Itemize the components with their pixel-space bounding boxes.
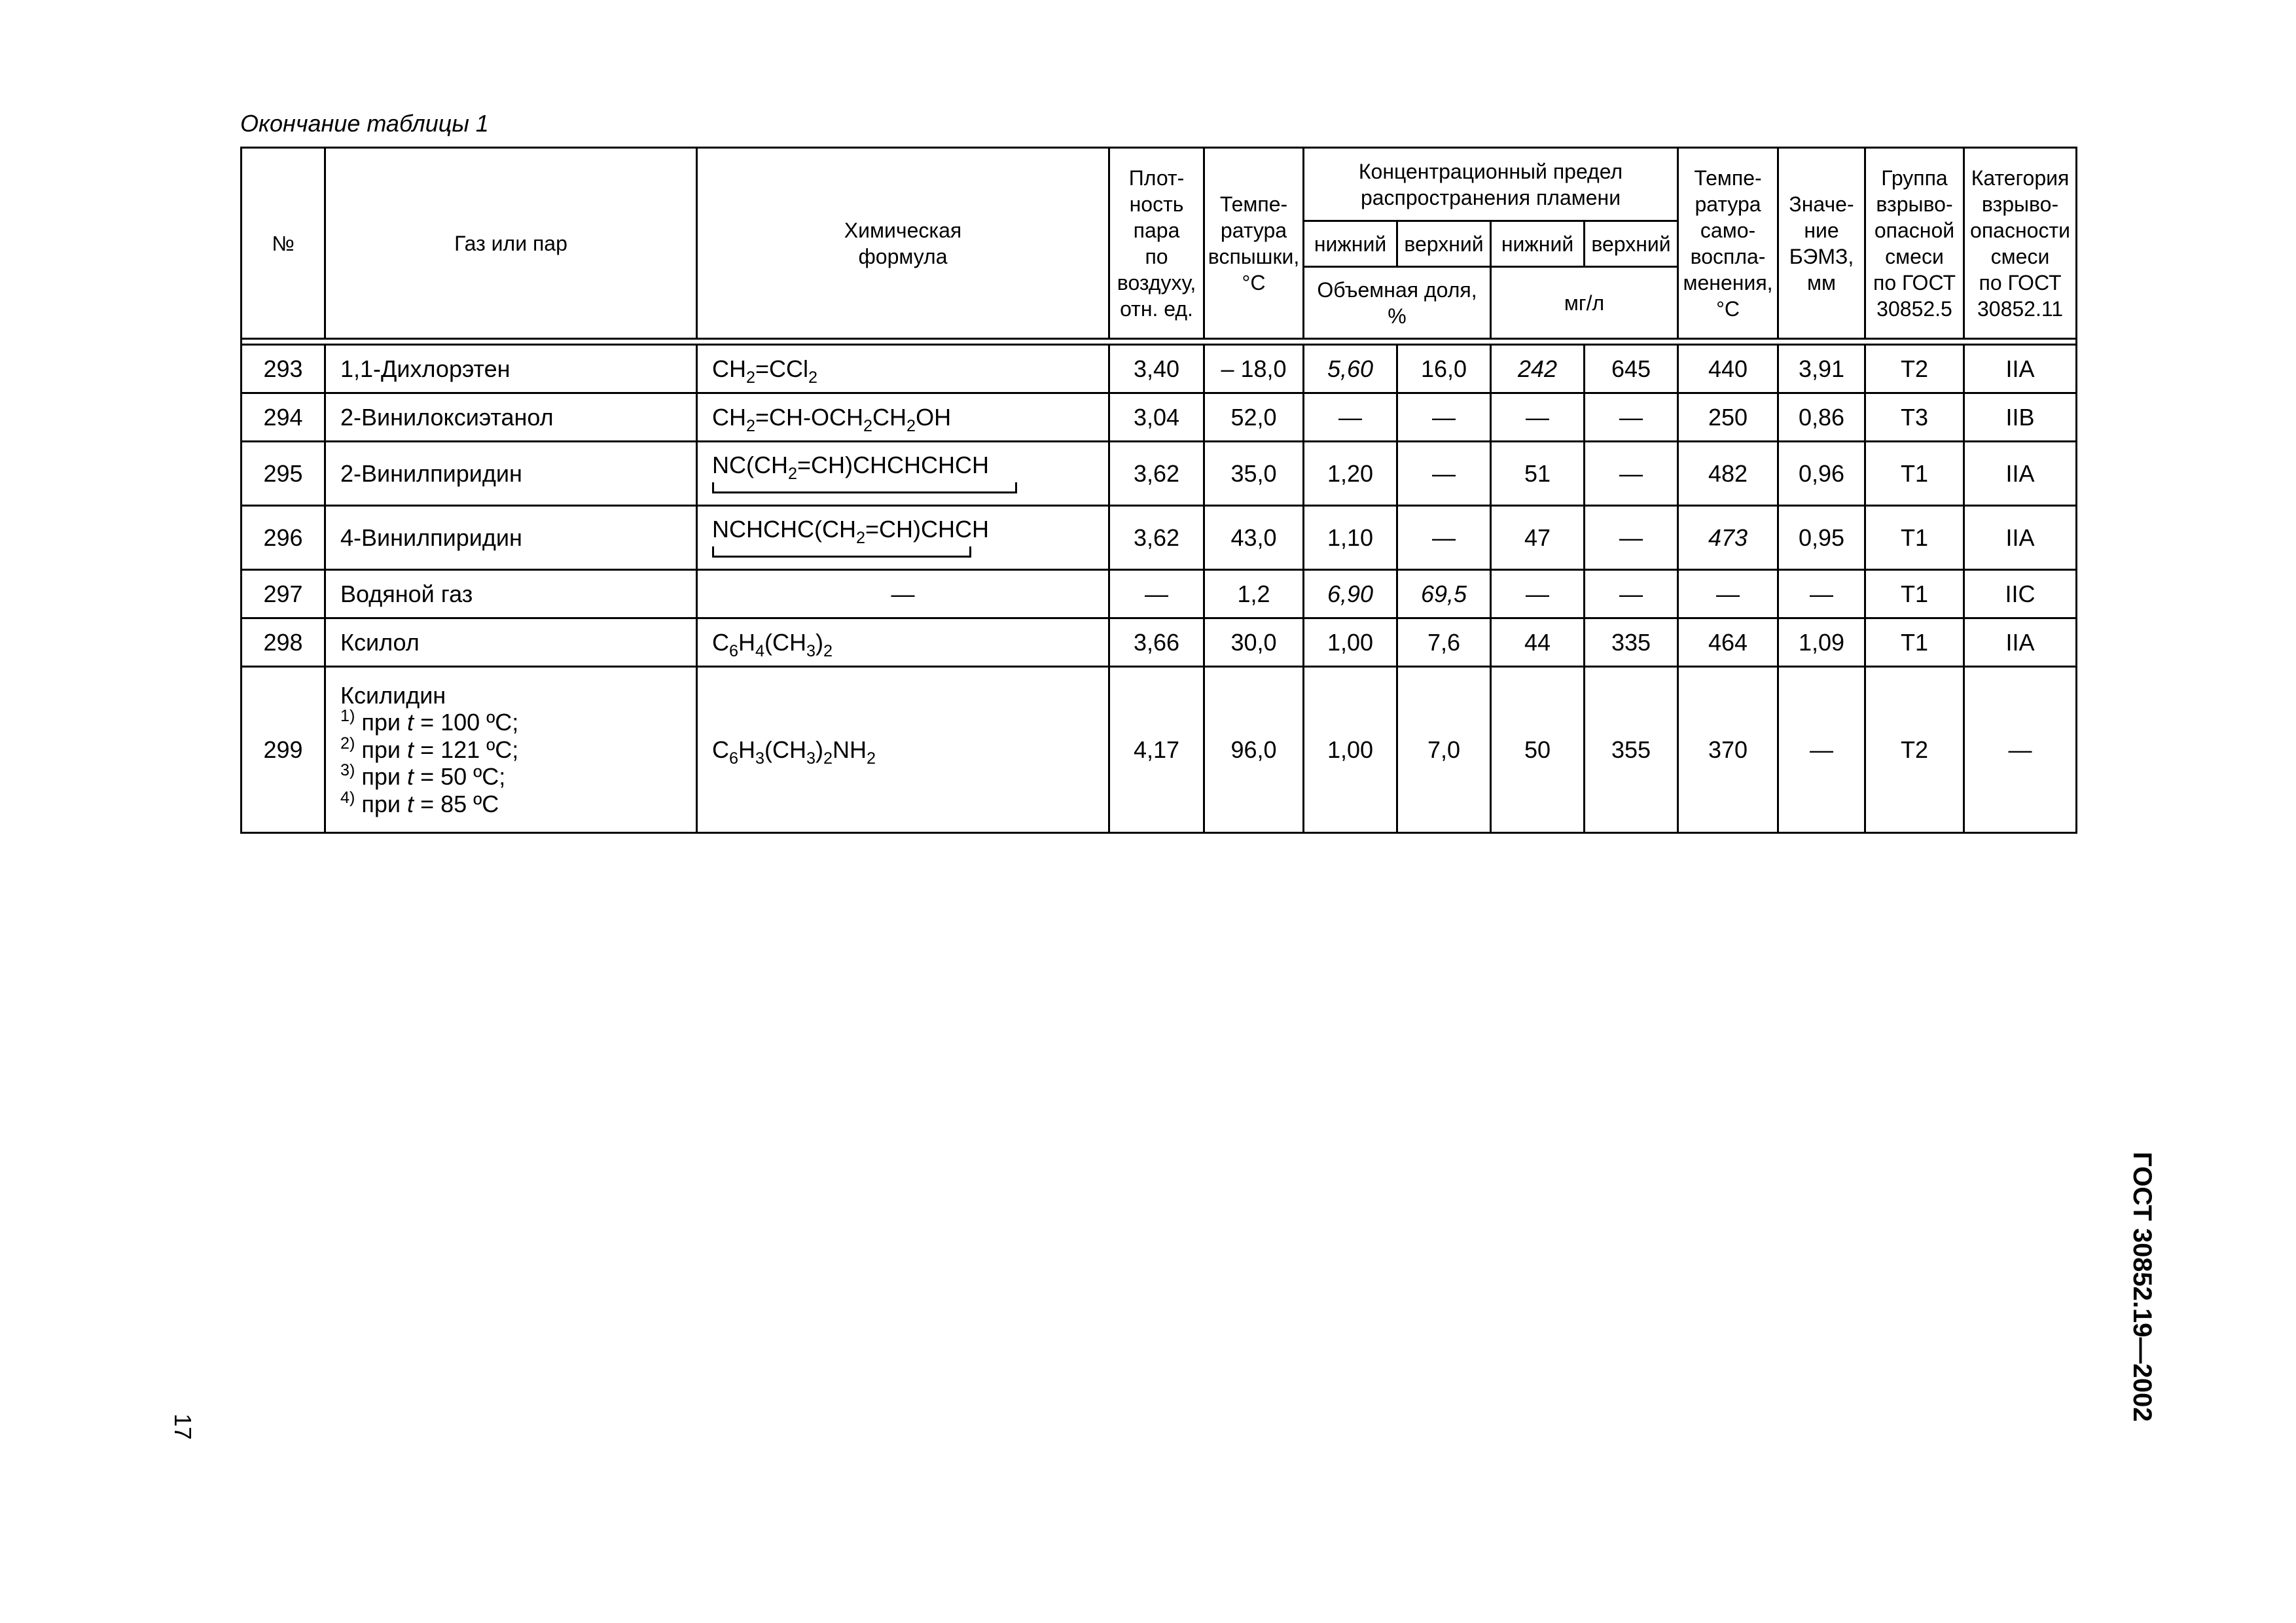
cell-formula <box>697 442 1109 506</box>
cell-density: — <box>1109 570 1204 618</box>
cell-category: — <box>1964 667 2077 833</box>
cell-group: Т3 <box>1865 393 1964 442</box>
cell-name: Водяной газ <box>325 570 697 618</box>
cell-formula <box>697 618 1109 667</box>
cell-autoign: 473 <box>1678 506 1778 570</box>
header-num: № <box>242 148 325 339</box>
cell-name: 2-Винилоксиэтанол <box>325 393 697 442</box>
cell-flash: 30,0 <box>1204 618 1304 667</box>
formula: $C_6H_4(CH_3)_2$ <box>712 628 833 660</box>
cell-bemz: 0,96 <box>1778 442 1865 506</box>
cell-mg-up: 355 <box>1585 667 1678 833</box>
formula: $C_6H_3(CH_3)_2NH_2$ <box>712 736 876 768</box>
cell-formula <box>697 506 1109 570</box>
header-bemz: Значе- ние БЭМЗ, мм <box>1778 148 1865 339</box>
cell-vol-low: — <box>1304 393 1397 442</box>
cell-flash: 96,0 <box>1204 667 1304 833</box>
cell-mg-low: 242 <box>1491 345 1585 393</box>
ring-bracket-icon <box>712 546 971 558</box>
header-lower-vol: нижний <box>1304 221 1397 267</box>
cell-vol-low: 1,00 <box>1304 667 1397 833</box>
table-row <box>242 345 2077 393</box>
table-row <box>242 506 2077 570</box>
cell-bemz: 0,95 <box>1778 506 1865 570</box>
cell-name: 4-Винилпиридин <box>325 506 697 570</box>
cell-autoign: 464 <box>1678 618 1778 667</box>
cell-mg-up: — <box>1585 506 1678 570</box>
header-volume-fraction: Объемная доля, % <box>1304 267 1491 339</box>
cell-formula <box>697 393 1109 442</box>
cell-bemz: — <box>1778 667 1865 833</box>
header-group: Группа взрыво- опасной смеси по ГОСТ 30852.5 <box>1865 148 1964 339</box>
cell-formula <box>697 667 1109 833</box>
header-gas: Газ или пар <box>325 148 697 339</box>
header-conc-limit: Концентрационный предел распространения пламени <box>1304 148 1678 221</box>
page-number: 17 <box>170 1414 196 1440</box>
standard-designation: ГОСТ 30852.19—2002 <box>2128 1152 2157 1422</box>
cell-density: 3,04 <box>1109 393 1204 442</box>
cell-flash: 43,0 <box>1204 506 1304 570</box>
cell-name: Ксилол <box>325 618 697 667</box>
cell-group: Т1 <box>1865 618 1964 667</box>
cell-num: 297 <box>242 570 325 618</box>
cell-num: 295 <box>242 442 325 506</box>
cell-num: 294 <box>242 393 325 442</box>
cell-group: Т2 <box>1865 667 1964 833</box>
cell-autoign: — <box>1678 570 1778 618</box>
cell-mg-low: 51 <box>1491 442 1585 506</box>
condition-note: $^{1)}$ при t = 100 ºС; <box>340 707 519 736</box>
cell-formula: — <box>697 570 1109 618</box>
cell-density: 3,66 <box>1109 618 1204 667</box>
condition-note: $^{4)}$ при t = 85 ºС <box>340 788 499 817</box>
cell-mg-low: — <box>1491 393 1585 442</box>
cell-name: 2-Винилпиридин <box>325 442 697 506</box>
header-category: Категория взрыво- опасности смеси по ГОСТ 30852.11 <box>1964 148 2077 339</box>
header-flash: Темпе- ратура вспышки, °С <box>1204 148 1304 339</box>
cell-category: IIA <box>1964 442 2077 506</box>
cell-name: 1,1-Дихлорэтен <box>325 345 697 393</box>
cell-vol-up: — <box>1397 393 1491 442</box>
header-upper-mg: верхний <box>1585 221 1678 267</box>
cell-vol-low: 6,90 <box>1304 570 1397 618</box>
header-lower-mg: нижний <box>1491 221 1585 267</box>
header-autoignition: Темпе- ратура само- воспла- менения, °С <box>1678 148 1778 339</box>
condition-note: $^{3)}$ при t = 50 ºС; <box>340 761 506 791</box>
table-row <box>242 393 2077 442</box>
cell-vol-up: 69,5 <box>1397 570 1491 618</box>
data-table <box>240 147 2077 834</box>
cell-mg-up: — <box>1585 570 1678 618</box>
table-row <box>242 618 2077 667</box>
cell-category: IIA <box>1964 506 2077 570</box>
cell-mg-low: 50 <box>1491 667 1585 833</box>
cell-num: 293 <box>242 345 325 393</box>
cell-mg-low: 47 <box>1491 506 1585 570</box>
cell-vol-up: 7,6 <box>1397 618 1491 667</box>
cell-group: Т1 <box>1865 506 1964 570</box>
cell-group: Т1 <box>1865 442 1964 506</box>
cell-density: 3,40 <box>1109 345 1204 393</box>
cell-category: IIA <box>1964 618 2077 667</box>
cell-mg-up: 335 <box>1585 618 1678 667</box>
cell-autoign: 370 <box>1678 667 1778 833</box>
formula: $CH_2=CCl_2$ <box>712 355 818 387</box>
formula: $CH_2=CH-OCH_2CH_2OH$ <box>712 403 952 435</box>
header-formula: Химическая формула <box>697 148 1109 339</box>
cell-formula <box>697 345 1109 393</box>
cell-vol-low: 1,10 <box>1304 506 1397 570</box>
cell-flash: 35,0 <box>1204 442 1304 506</box>
cell-group: Т1 <box>1865 570 1964 618</box>
cell-vol-low: 1,00 <box>1304 618 1397 667</box>
cell-group: Т2 <box>1865 345 1964 393</box>
cell-vol-up: 7,0 <box>1397 667 1491 833</box>
table-row <box>242 442 2077 506</box>
cell-category: IIC <box>1964 570 2077 618</box>
table-row <box>242 667 2077 833</box>
header-mg-per-l: мг/л <box>1491 267 1678 339</box>
cell-category: IIA <box>1964 345 2077 393</box>
cell-density: 4,17 <box>1109 667 1204 833</box>
table-caption: Окончание таблицы 1 <box>240 110 489 137</box>
gas-name: Ксилидин <box>340 682 446 709</box>
header-upper-vol: верхний <box>1397 221 1491 267</box>
cell-density: 3,62 <box>1109 442 1204 506</box>
cell-autoign: 482 <box>1678 442 1778 506</box>
formula: $NCHCHC(CH_2=CH)CHCH$ <box>712 516 989 547</box>
table-row <box>242 570 2077 618</box>
formula: $NC(CH_2=CH)CHCHCHCH$ <box>712 452 989 483</box>
cell-vol-up: — <box>1397 442 1491 506</box>
header-density: Плот- ность пара по воздуху, отн. ед. <box>1109 148 1204 339</box>
condition-note: $^{2)}$ при t = 121 ºС; <box>340 734 519 763</box>
cell-mg-up: — <box>1585 393 1678 442</box>
cell-autoign: 440 <box>1678 345 1778 393</box>
cell-category: IIB <box>1964 393 2077 442</box>
cell-num: 298 <box>242 618 325 667</box>
cell-vol-low: 5,60 <box>1304 345 1397 393</box>
cell-vol-up: — <box>1397 506 1491 570</box>
cell-mg-low: — <box>1491 570 1585 618</box>
cell-bemz: — <box>1778 570 1865 618</box>
cell-name <box>325 667 697 833</box>
cell-bemz: 0,86 <box>1778 393 1865 442</box>
cell-autoign: 250 <box>1678 393 1778 442</box>
cell-vol-up: 16,0 <box>1397 345 1491 393</box>
cell-bemz: 1,09 <box>1778 618 1865 667</box>
cell-flash: 1,2 <box>1204 570 1304 618</box>
cell-num: 299 <box>242 667 325 833</box>
ring-bracket-icon <box>712 482 1017 493</box>
cell-flash: 52,0 <box>1204 393 1304 442</box>
cell-flash: – 18,0 <box>1204 345 1304 393</box>
cell-mg-up: 645 <box>1585 345 1678 393</box>
cell-num: 296 <box>242 506 325 570</box>
cell-bemz: 3,91 <box>1778 345 1865 393</box>
cell-vol-low: 1,20 <box>1304 442 1397 506</box>
cell-mg-up: — <box>1585 442 1678 506</box>
cell-density: 3,62 <box>1109 506 1204 570</box>
cell-mg-low: 44 <box>1491 618 1585 667</box>
